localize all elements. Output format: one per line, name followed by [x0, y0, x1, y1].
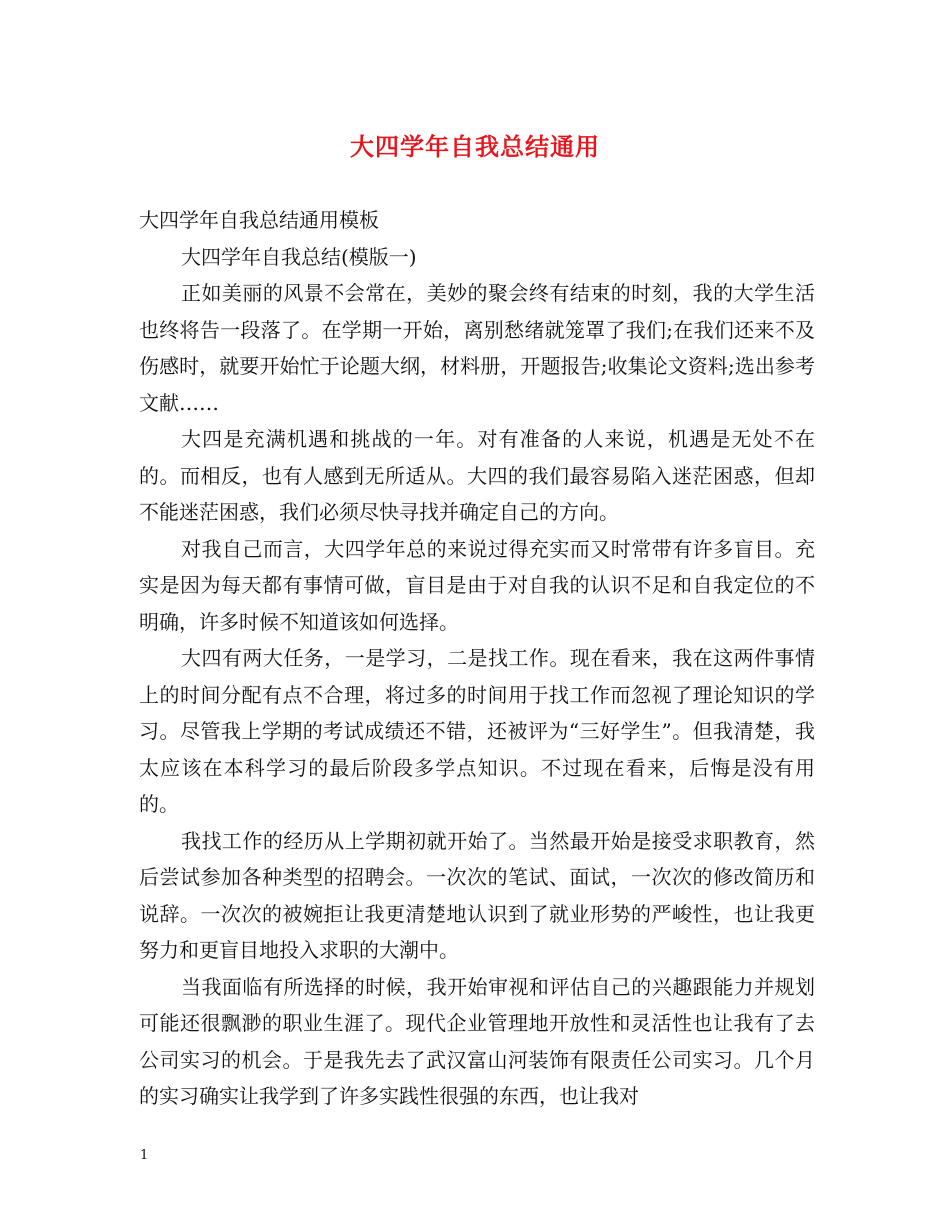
paragraph: 大四有两大任务，一是学习，二是找工作。现在看来，我在这两件事情上的时间分配有点不合理，将过多的时间用于找工作而忽视了理论知识的学习。尽管我上学期的考试成绩还不错，还被评为“三好学生”。但我清楚，我太应该在本科学习的最后阶段多学点知识。不过现在看来，后悔是没有用的。 — [139, 646, 815, 816]
paragraph: 大四是充满机遇和挑战的一年。对有准备的人来说，机遇是无处不在的。而相反，也有人感到无所适从。大四的我们最容易陷入迷茫困惑，但却不能迷茫困惑，我们必须尽快寻找并确定自己的方向。 — [139, 427, 815, 524]
paragraph: 当我面临有所选择的时候，我开始审视和评估自己的兴趣跟能力并规划可能还很飘渺的职业生涯了。现代企业管理地开放性和灵活性也让我有了去公司实习的机会。于是我先去了武汉富山河装饰有限责任公司实习。几个月的实习确实让我学到了许多实践性很强的东西，也让我对 — [139, 974, 815, 1108]
paragraph: 正如美丽的风景不会常在，美妙的聚会终有结束的时刻，我的大学生活也终将告一段落了。在学期一开始，离别愁绪就笼罩了我们;在我们还来不及伤感时，就要开始忙于论题大纲，材料册，开题报告;收集论文资料;选出参考文献…… — [139, 281, 815, 415]
page-title: 大四学年自我总结通用 — [350, 132, 600, 161]
page-number: 1 — [140, 1148, 149, 1163]
document-subtitle: 大四学年自我总结通用模板 — [139, 208, 379, 232]
paragraph: 对我自己而言，大四学年总的来说过得充实而又时常带有许多盲目。充实是因为每天都有事情可做，盲目是由于对自我的认识不足和自我定位的不明确，许多时候不知道该如何选择。 — [139, 536, 815, 634]
section-heading: 大四学年自我总结(模版一) — [181, 244, 417, 269]
paragraph: 我找工作的经历从上学期初就开始了。当然最开始是接受求职教育，然后尝试参加各种类型的招聘会。一次次的笔试、面试，一次次的修改简历和说辞。一次次的被婉拒让我更清楚地认识到了就业形势的严峻性，也让我更努力和更盲目地投入求职的大潮中。 — [139, 828, 815, 962]
document-body — [139, 202, 815, 1115]
